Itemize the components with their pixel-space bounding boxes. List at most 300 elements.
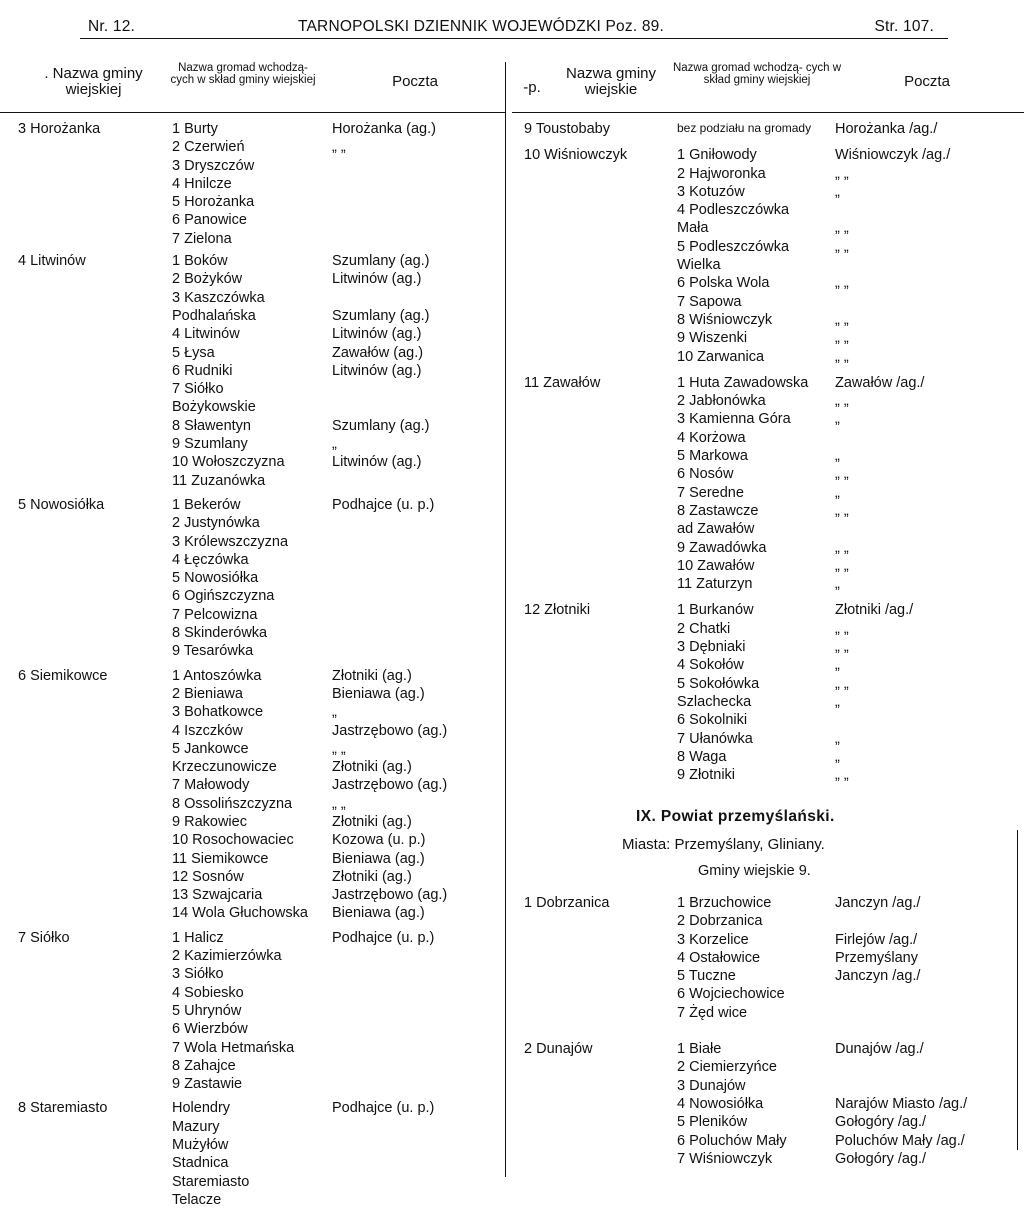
gromada-row xyxy=(512,294,1024,312)
poczta-value: „ xyxy=(835,183,840,200)
gmina-group xyxy=(512,602,1024,785)
gromada-name: 5 Nowosiółka xyxy=(172,570,259,587)
gmina-group xyxy=(512,147,1024,367)
gromada-name: 4 Litwinów xyxy=(172,326,240,343)
gromada-row xyxy=(0,176,505,194)
gromada-name: 10 Rosochowaciec xyxy=(172,832,294,849)
gromada-name: 4 Iszczków xyxy=(172,722,243,739)
poczta-value: Janczyn /ag./ xyxy=(835,895,921,911)
gromady-list xyxy=(512,895,1024,1023)
gromada-row xyxy=(0,704,505,722)
gromada-name: Telacze xyxy=(172,1191,222,1208)
gromada-name: 2 Bieniawa xyxy=(172,685,243,702)
gromada-name: 1 Bekerów xyxy=(172,496,241,513)
gromada-row xyxy=(0,1119,505,1137)
gromada-row xyxy=(0,869,505,887)
gromada-row xyxy=(0,271,505,289)
gromada-name: 7 Wola Hetmańska xyxy=(172,1039,295,1056)
gromada-name: 1 Brzuchowice xyxy=(677,895,772,911)
gromada-name: 5 Tuczne xyxy=(677,968,736,985)
gmina-group xyxy=(512,895,1024,1023)
gromada-row xyxy=(512,411,1024,429)
poczta-value: „ „ xyxy=(835,165,849,182)
gromada-name: 3 Bohatkowce xyxy=(172,704,264,721)
gromada-row xyxy=(512,749,1024,767)
gromada-name: 6 Polska Wola xyxy=(677,275,770,292)
poczta-value: „ „ xyxy=(332,139,346,156)
gromada-name: 7 Wiśniowczyk xyxy=(677,1150,773,1167)
poczta-value: Złotniki /ag./ xyxy=(835,602,914,619)
gromada-row xyxy=(512,986,1024,1004)
gromada-row xyxy=(0,231,505,249)
gromada-row xyxy=(0,796,505,814)
gromada-name: 2 Bożyków xyxy=(172,271,243,288)
gromady-list xyxy=(0,497,505,662)
gromada-name: 6 Panowice xyxy=(172,212,247,229)
gromada-row xyxy=(0,741,505,759)
poczta-value: Gołogóry /ag./ xyxy=(835,1150,927,1167)
poczta-value: Złotniki (ag.) xyxy=(332,868,412,885)
gromada-name: 5 Pleników xyxy=(677,1114,748,1131)
poczta-value: „ xyxy=(835,730,840,747)
gromada-name: 7 Sapowa xyxy=(677,293,742,310)
gromada-name: 8 Ossolińszczyzna xyxy=(172,795,293,812)
gromada-name: 2 Czerwień xyxy=(172,139,245,156)
gromada-name: Staremiasto xyxy=(172,1173,250,1190)
poczta-value: „ xyxy=(835,411,840,428)
gmina-group xyxy=(0,1100,505,1210)
poczta-value: „ „ xyxy=(835,502,849,519)
poczta-value: „ „ xyxy=(835,767,849,784)
poczta-value: Jastrzębowo (ag.) xyxy=(332,777,448,794)
gromada-row xyxy=(512,1005,1024,1023)
gromada-name: 3 Królewszczyzna xyxy=(172,533,289,550)
gromada-name: 7 Seredne xyxy=(677,484,744,501)
gromada-row xyxy=(0,777,505,795)
gromada-name: 7 Pelcowizna xyxy=(172,606,258,623)
gromada-row xyxy=(512,712,1024,730)
gromada-row xyxy=(0,1100,505,1118)
gromada-row xyxy=(0,194,505,212)
section-table-body xyxy=(512,895,1024,1169)
poczta-value: Wiśniowczyk /ag./ xyxy=(835,147,951,164)
gromada-row xyxy=(512,430,1024,448)
gromada-row xyxy=(512,950,1024,968)
gromada-row xyxy=(512,503,1024,521)
gromada-name: 10 Zarwanica xyxy=(677,348,765,365)
gromada-name: 5 Horożanka xyxy=(172,194,255,211)
gromada-row xyxy=(0,436,505,454)
gromada-row xyxy=(0,418,505,436)
poczta-value: Litwinów (ag.) xyxy=(332,454,422,471)
gromada-row xyxy=(0,607,505,625)
issue-number: Nr. 12. xyxy=(88,18,136,35)
gromada-name: 3 Dunajów xyxy=(677,1077,746,1094)
gromada-name: 8 Zastawcze xyxy=(677,502,759,519)
gromada-row xyxy=(0,723,505,741)
gromada-name: Szlachecka xyxy=(677,693,752,710)
gromada-row xyxy=(0,345,505,363)
gromady-list xyxy=(0,930,505,1095)
gromada-row xyxy=(0,1192,505,1210)
gromada-row xyxy=(512,275,1024,293)
poczta-value: „ xyxy=(332,436,337,453)
gromada-row xyxy=(512,1151,1024,1169)
gromada-name: 4 Sokołów xyxy=(677,657,744,674)
gromada-row xyxy=(512,657,1024,675)
section-miasta: Miasta: Przemyślany, Gliniany. xyxy=(622,836,825,853)
poczta-value: „ xyxy=(835,693,840,710)
gromada-name: 8 Skinderówka xyxy=(172,625,268,642)
journal-title: TARNOPOLSKI DZIENNIK WOJEWÓDZKI Poz. 89. xyxy=(298,18,664,35)
gromada-row xyxy=(512,257,1024,275)
gromada-name: 12 Sosnów xyxy=(172,868,244,885)
gromada-row xyxy=(0,759,505,777)
poczta-value: „ „ xyxy=(835,238,849,255)
gromada-name: 5 Jankowce xyxy=(172,740,249,757)
gmina-group xyxy=(0,930,505,1095)
gromada-row xyxy=(512,239,1024,257)
poczta-value: „ xyxy=(835,484,840,501)
poczta-value: Złotniki (ag.) xyxy=(332,667,412,684)
gromada-name: 3 Kotuzów xyxy=(677,183,745,200)
gmina-name: 7 Siółko xyxy=(18,929,70,946)
poczta-value: „ „ xyxy=(835,539,849,556)
poczta-value: Zawałów /ag./ xyxy=(835,374,925,391)
gromada-name: 2 Dobrzanica xyxy=(677,913,763,930)
gromada-row xyxy=(0,381,505,399)
gromada-row xyxy=(0,966,505,984)
poczta-value: „ xyxy=(835,657,840,674)
gromada-name: 1 Halicz xyxy=(172,929,224,946)
gmina-name: 4 Litwinów xyxy=(18,253,86,270)
gmina-group xyxy=(0,497,505,662)
header-poczta-right: Poczta xyxy=(904,73,950,90)
gromady-list xyxy=(0,253,505,491)
poczta-value: Poluchów Mały /ag./ xyxy=(835,1132,965,1149)
poczta-value: Podhajce (u. p.) xyxy=(332,929,435,946)
gromada-name: 1 Gniłowody xyxy=(677,147,757,164)
gromada-name: 9 Szumlany xyxy=(172,436,248,453)
poczta-value: „ „ xyxy=(835,393,849,410)
gromada-name: 4 Nowosiółka xyxy=(677,1095,764,1112)
poczta-value: Firlejów /ag./ xyxy=(835,931,918,948)
gromada-row xyxy=(0,948,505,966)
poczta-value: Horożanka /ag./ xyxy=(835,121,938,137)
poczta-value: Bieniawa (ag.) xyxy=(332,905,425,922)
gromada-name: 6 Wierzbów xyxy=(172,1021,248,1038)
gromada-row xyxy=(512,731,1024,749)
left-table-body xyxy=(0,121,505,1210)
gromada-row xyxy=(0,643,505,661)
gromady-list xyxy=(0,668,505,924)
gromada-name: 13 Szwajcaria xyxy=(172,887,263,904)
gromada-row xyxy=(512,621,1024,639)
gromada-row xyxy=(0,1076,505,1094)
gromada-name: 7 Siółko xyxy=(172,381,224,398)
poczta-value: „ „ xyxy=(835,675,849,692)
gromada-name: 6 Ogińszczyzna xyxy=(172,588,275,605)
gromada-row xyxy=(512,147,1024,165)
gromada-name: 5 Uhrynów xyxy=(172,1002,242,1019)
gmina-group xyxy=(0,668,505,924)
gromada-row xyxy=(512,448,1024,466)
header-gromady-right: Nazwa gromad wchodzą- cych w skład gminy wiejskiej xyxy=(672,62,842,87)
gromada-name: 4 Korżowa xyxy=(677,429,746,446)
gmina-name: 1 Dobrzanica xyxy=(524,895,610,911)
poczta-value: „ xyxy=(835,748,840,765)
poczta-value: Szumlany (ag.) xyxy=(332,307,430,324)
poczta-value: „ „ xyxy=(332,795,346,812)
gromada-row xyxy=(512,166,1024,184)
right-table-header xyxy=(512,50,1024,113)
gromada-row xyxy=(0,625,505,643)
column-divider xyxy=(505,62,506,1177)
poczta-value: „ „ xyxy=(835,275,849,292)
gmina-name: 12 Złotniki xyxy=(524,602,591,619)
gromada-row xyxy=(512,639,1024,657)
gromada-name: 3 Kamienna Góra xyxy=(677,411,791,428)
poczta-value: Złotniki (ag.) xyxy=(332,813,412,830)
gromada-name: 7 Małowody xyxy=(172,777,250,794)
gromada-row xyxy=(0,832,505,850)
gromada-row xyxy=(512,466,1024,484)
gromada-row xyxy=(512,558,1024,576)
gromada-name: 2 Chatki xyxy=(677,620,731,637)
poczta-value: Podhajce (u. p.) xyxy=(332,496,435,513)
gmina-group xyxy=(512,1041,1024,1169)
gromada-name: 8 Waga xyxy=(677,748,727,765)
page-header xyxy=(80,14,948,39)
poczta-value: „ „ xyxy=(835,330,849,347)
gromady-list xyxy=(512,147,1024,367)
poczta-value: Dunajów /ag./ xyxy=(835,1041,924,1058)
gromada-row xyxy=(512,913,1024,931)
gromada-name: 5 Podleszczówka xyxy=(677,238,790,255)
header-poczta: Poczta xyxy=(392,73,438,90)
gromady-list xyxy=(512,602,1024,785)
poczta-value: Gołogóry /ag./ xyxy=(835,1114,927,1131)
gromada-name: 14 Wola Głuchowska xyxy=(172,905,308,922)
gromada-row xyxy=(0,497,505,515)
gromada-row xyxy=(0,814,505,832)
gromada-name: 4 Hnilcze xyxy=(172,175,232,192)
header-gmina: . Nazwa gminy wiejskiej xyxy=(44,65,143,98)
gromada-row xyxy=(0,454,505,472)
gromada-name: 6 Poluchów Mały xyxy=(677,1132,787,1149)
poczta-value: Bieniawa (ag.) xyxy=(332,685,425,702)
poczta-value: „ xyxy=(332,704,337,721)
gromada-row xyxy=(0,158,505,176)
poczta-value: „ xyxy=(835,448,840,465)
gromada-name: 2 Kazimierzówka xyxy=(172,948,282,965)
gromada-row xyxy=(512,184,1024,202)
poczta-value: Złotniki (ag.) xyxy=(332,759,412,776)
gromada-row xyxy=(0,363,505,381)
gromada-row xyxy=(0,985,505,1003)
poczta-value: „ „ xyxy=(835,620,849,637)
gromada-name: 4 Łęczówka xyxy=(172,551,249,568)
poczta-value: „ „ xyxy=(332,740,346,757)
gromada-row xyxy=(0,1003,505,1021)
poczta-value: Przemyślany xyxy=(835,949,918,966)
gromada-name: 8 Zahajce xyxy=(172,1057,236,1074)
poczta-value: „ „ xyxy=(835,348,849,365)
gromada-name: 10 Wołoszczyzna xyxy=(172,454,285,471)
poczta-value: „ „ xyxy=(835,639,849,656)
gromada-name: 4 Podleszczówka xyxy=(677,202,790,219)
header-lp: -p. xyxy=(523,79,541,96)
gromada-row xyxy=(512,1059,1024,1077)
gromada-row xyxy=(0,473,505,491)
gromada-row xyxy=(512,540,1024,558)
poczta-value: „ „ xyxy=(835,220,849,237)
gromada-name: 8 Wiśniowczyk xyxy=(677,311,773,328)
gromada-row xyxy=(512,1041,1024,1059)
poczta-value: Litwinów (ag.) xyxy=(332,271,422,288)
gromada-name: 3 Siółko xyxy=(172,966,224,983)
section-title: IX. Powiat przemyślański. xyxy=(636,808,835,825)
gromada-row xyxy=(0,668,505,686)
poczta-value: Litwinów (ag.) xyxy=(332,326,422,343)
gromada-row xyxy=(512,121,1024,139)
gromada-row xyxy=(0,534,505,552)
gromada-name: 5 Markowa xyxy=(677,448,748,465)
gromada-row xyxy=(512,602,1024,620)
gromady-list xyxy=(0,121,505,249)
gromada-name: 3 Korzelice xyxy=(677,931,749,948)
gromada-name: bez podziału na gromady xyxy=(677,121,812,135)
gromada-name: 6 Sokolniki xyxy=(677,712,748,729)
gromada-row xyxy=(512,312,1024,330)
gmina-group xyxy=(0,253,505,491)
gromada-row xyxy=(0,1155,505,1173)
gromada-name: 8 Sławentyn xyxy=(172,417,251,434)
header-gromady: Nazwa gromad wchodzą- cych w skład gminy wiejskiej xyxy=(170,62,316,87)
gromada-row xyxy=(0,290,505,308)
gromada-row xyxy=(0,552,505,570)
gromada-row xyxy=(0,326,505,344)
gromada-name: Mała xyxy=(677,220,709,237)
gromada-name: 11 Zaturzyn xyxy=(677,576,753,593)
poczta-value: Litwinów (ag.) xyxy=(332,362,422,379)
gromada-name: 5 Łysa xyxy=(172,344,215,361)
gromada-row xyxy=(0,1137,505,1155)
gromada-row xyxy=(0,887,505,905)
poczta-value: Horożanka (ag.) xyxy=(332,121,436,137)
right-table xyxy=(512,50,1024,785)
poczta-value: Podhajce (u. p.) xyxy=(332,1100,435,1117)
gromady-list xyxy=(512,121,1024,139)
gmina-group xyxy=(512,121,1024,139)
gromada-row xyxy=(0,570,505,588)
gromada-name: 5 Sokołówka xyxy=(677,675,760,692)
gromada-row xyxy=(0,905,505,923)
gromada-row xyxy=(512,676,1024,694)
gromada-name: 9 Tesarówka xyxy=(172,643,254,660)
gromada-name: Holendry xyxy=(172,1100,231,1117)
gromada-name: 2 Hajworonka xyxy=(677,165,766,182)
gromada-row xyxy=(512,349,1024,367)
gromady-list xyxy=(512,375,1024,595)
gromada-name: 3 Dryszczów xyxy=(172,157,255,174)
gromada-row xyxy=(0,121,505,139)
gromada-row xyxy=(512,694,1024,712)
section-powiat xyxy=(622,808,1002,879)
gromady-list xyxy=(512,1041,1024,1169)
gromada-row xyxy=(512,485,1024,503)
gromada-name: 6 Wojciechowice xyxy=(677,986,785,1003)
gromada-row xyxy=(512,932,1024,950)
gromada-name: 4 Ostałowice xyxy=(677,949,761,966)
gmina-name: 5 Nowosiółka xyxy=(18,496,105,513)
gmina-group xyxy=(0,121,505,249)
gromada-row xyxy=(0,1058,505,1076)
gmina-name: 9 Toustobaby xyxy=(524,121,610,137)
gromada-name: 9 Złotniki xyxy=(677,767,736,784)
gromada-row xyxy=(0,253,505,271)
gromada-row xyxy=(512,1078,1024,1096)
poczta-value: Bieniawa (ag.) xyxy=(332,850,425,867)
gromada-row xyxy=(0,399,505,417)
gromada-row xyxy=(512,767,1024,785)
gromady-list xyxy=(0,1100,505,1210)
gromada-name: 2 Ciemierzyńce xyxy=(677,1059,777,1076)
poczta-value: „ „ xyxy=(835,466,849,483)
gromada-row xyxy=(512,220,1024,238)
poczta-value: „ „ xyxy=(835,311,849,328)
poczta-value: Kozowa (u. p.) xyxy=(332,832,426,849)
gromada-name: 6 Nosów xyxy=(677,466,734,483)
gromada-name: 11 Zuzanówka xyxy=(172,472,266,489)
gromada-name: 9 Zastawie xyxy=(172,1076,243,1093)
gromada-name: 2 Justynówka xyxy=(172,515,260,532)
gromada-row xyxy=(0,686,505,704)
gromada-row xyxy=(512,521,1024,539)
gmina-name: 6 Siemikowce xyxy=(18,667,108,684)
poczta-value: Narajów Miasto /ag./ xyxy=(835,1095,968,1112)
gromada-name: 11 Siemikowce xyxy=(172,850,269,867)
gromada-name: 3 Kaszczówka xyxy=(172,289,265,306)
gromada-row xyxy=(512,1114,1024,1132)
gromada-row xyxy=(512,1133,1024,1151)
gromada-row xyxy=(512,330,1024,348)
gromada-name: Krzeczunowicze xyxy=(172,759,277,776)
section-table xyxy=(512,895,1024,1169)
gromada-name: Bożykowskie xyxy=(172,399,256,416)
gromada-row xyxy=(0,212,505,230)
gromada-row xyxy=(512,968,1024,986)
gromada-row xyxy=(512,576,1024,594)
gromada-name: 9 Wiszenki xyxy=(677,330,748,347)
gromada-name: 7 Zielona xyxy=(172,230,232,247)
gromada-name: 9 Rakowiec xyxy=(172,813,247,830)
gmina-name: 2 Dunajów xyxy=(524,1041,593,1058)
gromada-name: 1 Białe xyxy=(677,1041,722,1058)
left-table-header xyxy=(0,50,505,113)
poczta-value: „ xyxy=(835,576,840,593)
right-table-body xyxy=(512,121,1024,785)
gromada-row xyxy=(512,375,1024,393)
gromada-row xyxy=(512,393,1024,411)
poczta-value: Szumlany (ag.) xyxy=(332,417,430,434)
gromada-name: 7 Żęd wice xyxy=(677,1004,748,1021)
poczta-value: Zawałów (ag.) xyxy=(332,344,424,361)
gromada-name: Stadnica xyxy=(172,1155,229,1172)
poczta-value: Szumlany (ag.) xyxy=(332,253,430,270)
gromada-name: 6 Rudniki xyxy=(172,362,233,379)
gromada-name: Podhalańska xyxy=(172,307,256,324)
